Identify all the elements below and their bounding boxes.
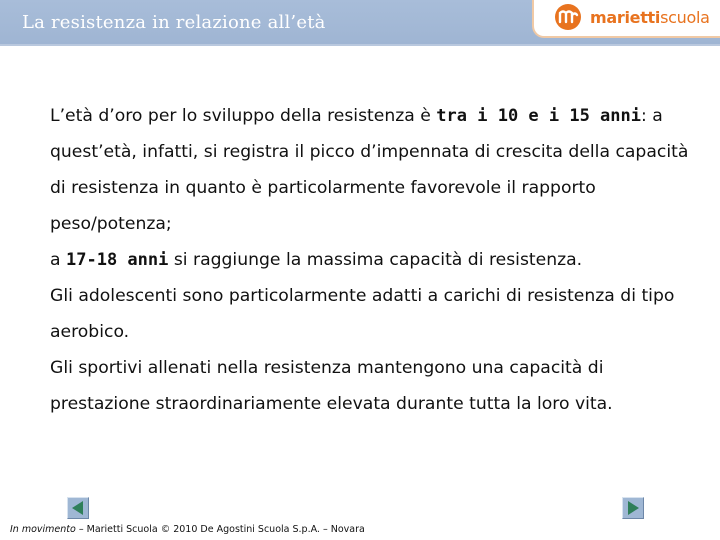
slide-header (0, 0, 720, 44)
slide-body (50, 98, 690, 422)
triangle-right-icon (623, 498, 643, 518)
paragraph-trained-athletes: Gli sportivi allenati nella resistenza mantengono una capacità di prestazione straordinariamente elevata durante tutta la loro vita. (50, 358, 613, 414)
paragraph-text: L’età d’oro per lo sviluppo della resistenza è (50, 106, 437, 126)
next-slide-button[interactable] (622, 497, 644, 519)
marietti-logo-icon (554, 3, 582, 31)
publisher-logo (532, 0, 720, 38)
emphasis-age-17-18: 17-18 anni (66, 250, 169, 270)
paragraph-text: a (50, 250, 66, 270)
slide-footer (10, 524, 365, 535)
slide-title: La resistenza in relazione all’età (22, 12, 326, 33)
paragraph-golden-age (50, 98, 690, 242)
paragraph-text: si raggiunge la massima capacità di resistenza. (168, 250, 583, 270)
footer-credits: – Marietti Scuola © 2010 De Agostini Scuola S.p.A. – Novara (75, 524, 365, 535)
emphasis-age-range: tra i 10 e i 15 anni (436, 106, 641, 126)
logo-brand-sub: scuola (660, 8, 710, 27)
logo-brand-main: marietti (590, 8, 661, 27)
triangle-left-icon (68, 498, 88, 518)
paragraph-max-capacity (50, 242, 690, 278)
footer-book-title: In movimento (10, 524, 76, 535)
header-divider (0, 44, 720, 46)
previous-slide-button[interactable] (67, 497, 89, 519)
paragraph-adolescents: Gli adolescenti sono particolarmente adatti a carichi di resistenza di tipo aerobico. (50, 286, 675, 342)
paragraph-text: : a quest’età, infatti, si registra il picco d’impennata di crescita della capacità di resistenza in quanto è particolarmente favorevole il rapporto peso/potenza; (50, 106, 689, 234)
logo-wordmark (590, 8, 710, 27)
